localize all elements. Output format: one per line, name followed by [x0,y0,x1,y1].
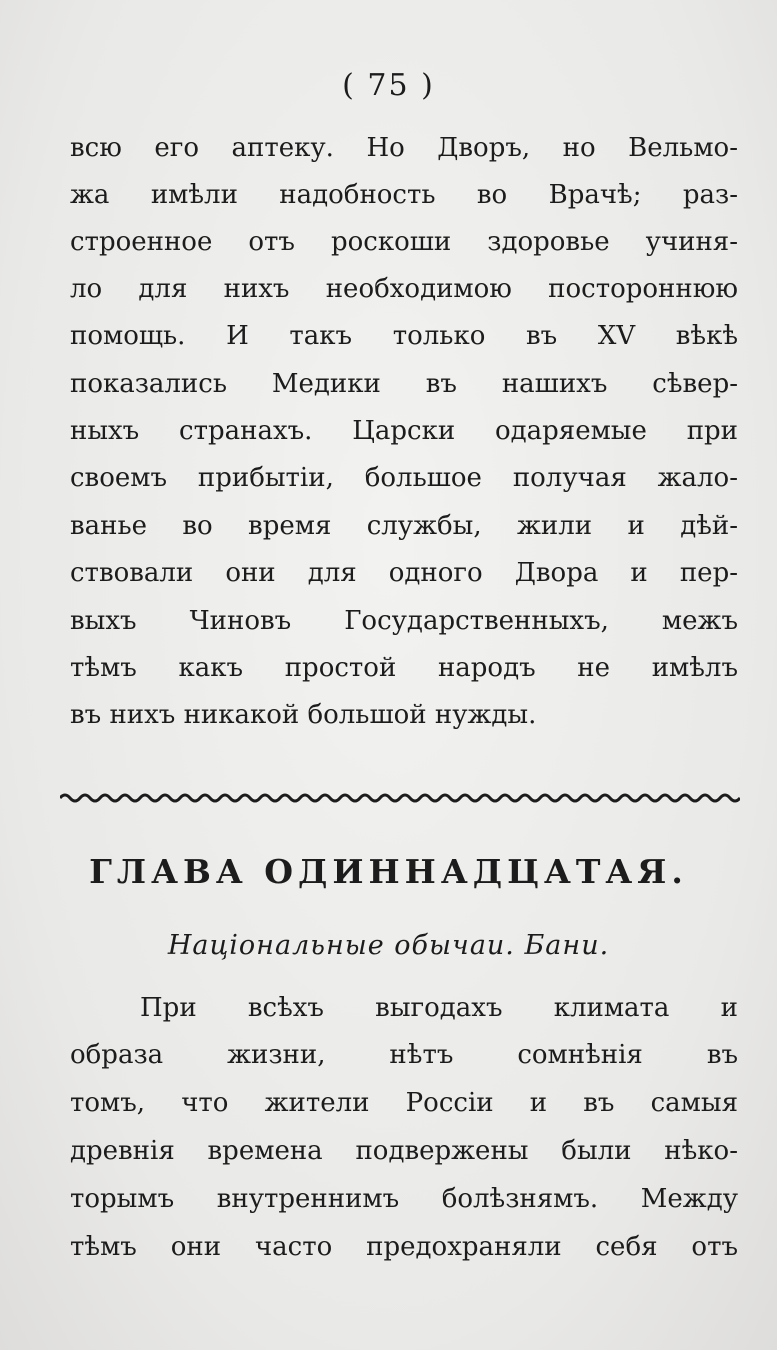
ornamental-divider [60,790,740,806]
text-line: показались Медики въ нашихъ сѣвер- [70,369,738,399]
text-line: ванье во время службы, жили и дѣй- [70,511,738,541]
text-line: всю его аптеку. Но Дворъ, но Вельмо- [70,133,738,163]
text-line: ствовали они для одного Двора и пер- [70,558,738,588]
chapter-title: ГЛАВА ОДИННАДЦАТАЯ. [89,852,688,891]
text-line: въ нихъ никакой большой нужды. [70,700,537,730]
chapter-subtitle: Національные обычаи. Бани. [167,930,610,961]
text-line: ло для нихъ необходимою постороннюю [70,274,738,304]
text-line: образа жизни, нѣтъ сомнѣнія въ [70,1040,738,1070]
text-line: торымъ внутреннимъ болѣзнямъ. Между [70,1184,738,1214]
text-line: строенное отъ роскоши здоровье учиня- [70,227,738,257]
text-line: ныхъ странахъ. Царски одаряемые при [70,416,738,446]
text-line: тѣмъ какъ простой народъ не имѣлъ [70,653,738,683]
text-line: При всѣхъ выгодахъ климата и [140,993,738,1023]
text-line: своемъ прибытіи, большое получая жало- [70,463,738,493]
text-line: жа имѣли надобность во Врачѣ; раз- [70,180,738,210]
text-line: выхъ Чиновъ Государственныхъ, межъ [70,606,738,636]
page-number: ( 75 ) [342,68,435,103]
text-line: помощь. И такъ только въ XV вѣкѣ [70,321,738,351]
text-line: тѣмъ они часто предохраняли себя отъ [70,1232,738,1262]
text-line: томъ, что жители Россіи и въ самыя [70,1088,738,1118]
text-line: древнія времена подвержены были нѣко- [70,1136,738,1166]
